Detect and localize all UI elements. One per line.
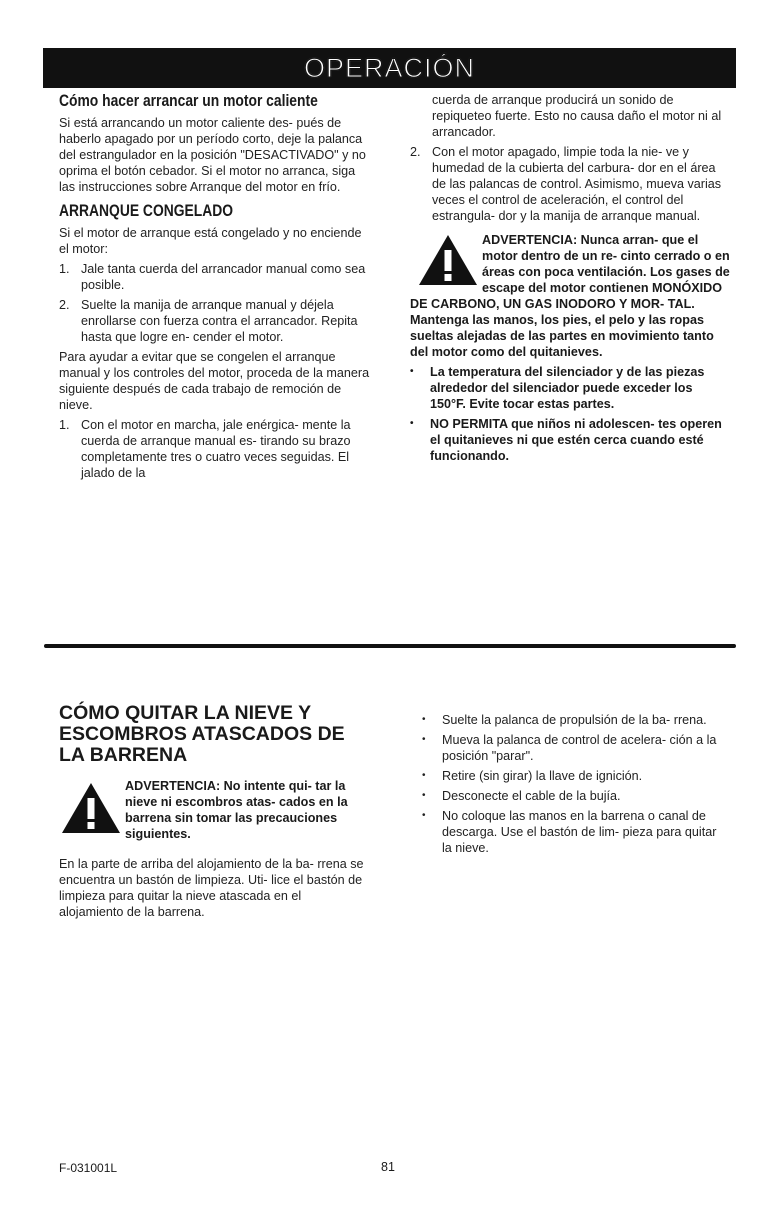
step-number (410, 92, 432, 140)
list-item (422, 768, 722, 784)
bullet-text: La temperatura del silenciador y de las piezas alrededor del silenciador puede exceder los 150°F. Evite tocar estas partes. (430, 365, 705, 411)
list-item (410, 416, 730, 464)
section-banner (43, 48, 736, 88)
warning-triangle-icon (418, 234, 478, 286)
step-number: 2. (59, 298, 70, 312)
left-column (59, 92, 371, 481)
list-item (410, 144, 730, 224)
frozen-intro: Si el motor de arranque está congelado y no enciende el motor: (59, 226, 362, 256)
warning-text: ADVERTENCIA: No intente qui- tar la nieve ni escombros atas- cados en la barrena sin tomar las precauciones siguientes. (125, 779, 348, 841)
title-line: LA BARRENA (59, 744, 188, 766)
bullet-glyph: • (422, 790, 426, 801)
title-line: ESCOMBROS ATASCADOS DE (59, 723, 345, 745)
bullet-glyph: • (422, 810, 426, 821)
bullet-text: Suelte la palanca de propulsión de la ba- rrena. (442, 713, 707, 727)
list-item (422, 788, 722, 804)
bullet-glyph: • (422, 770, 426, 781)
list-item (422, 732, 722, 764)
step-text: Jale tanta cuerda del arrancador manual como sea posible. (81, 262, 366, 292)
right-column (410, 92, 730, 464)
warning-triangle-icon (61, 782, 121, 834)
banner-title: OPERACIÓN (303, 52, 476, 83)
frozen-title: ARRANQUE CONGELADO (59, 202, 234, 220)
step-number: 1. (59, 418, 70, 432)
document-code: F-031001L (59, 1161, 118, 1175)
list-item (59, 261, 371, 293)
warning-block (410, 232, 730, 360)
step-number: 2. (410, 145, 421, 159)
bullet-glyph: • (410, 418, 414, 429)
precautions-list (422, 712, 722, 860)
section-divider (44, 644, 736, 648)
clear-auger-body: En la parte de arriba del alojamiento de la ba- rrena se encuentra un bastón de limpieza. Uti- lice el bastón de limpieza para quitar la nieve atascada en el alojamiento de la barrena. (59, 857, 364, 919)
bullet-glyph: • (422, 734, 426, 745)
step-text: Con el motor apagado, limpie toda la nie- ve y humedad de la cubierta del carbura- dor en el área de las palancas de control. Asimismo, mueva varias veces el control de aceleración, el control del estrangula- dor y la manija de arranque manual. (432, 145, 722, 223)
clear-auger-column (59, 703, 369, 920)
hot-start-body: Si está arrancando un motor caliente des- pués de haberlo apagado por un período corto, deje la palanca del estrangulador en la posición "DESACTIVADO" y no oprima el botón cebador. Si el motor no arranca, siga las instrucciones sobre Arranque del motor en frío. (59, 116, 366, 194)
warning-text: ADVERTENCIA: Nunca arran- que el motor dentro de un re- cinto cerrado o en áreas con poca ventilación. Los gases de escape del motor contienen MONÓXIDO DE CARBONO, UN GAS INODORO Y MOR- TAL. Mantenga las manos, los pies, el pelo y las ropas sueltas alejadas de las partes en movimiento tanto del motor como del quitanieves. (410, 233, 730, 359)
step-number: 1. (59, 262, 70, 276)
title-line: CÓMO QUITAR LA NIEVE Y (59, 702, 312, 724)
list-item (59, 417, 371, 481)
page-number: 81 (381, 1160, 395, 1174)
step-text: cuerda de arranque producirá un sonido de repiqueteo fuerte. Esto no causa daño el motor ni al arrancador. (432, 93, 722, 139)
bullet-text: Retire (sin girar) la llave de ignición. (442, 769, 643, 783)
hot-start-title: Cómo hacer arrancar un motor caliente (59, 92, 318, 110)
bullet-glyph: • (422, 714, 426, 725)
list-item (410, 92, 730, 140)
list-item (59, 297, 371, 345)
list-item (422, 808, 722, 856)
bullet-glyph: • (410, 366, 414, 377)
list-item (410, 364, 730, 412)
step-text: Suelte la manija de arranque manual y déjela enrollarse con fuerza contra el arrancador. Repita hasta que logre en- cender el motor. (81, 298, 358, 344)
list-item (422, 712, 722, 728)
warning-block (59, 778, 369, 842)
step-text: Con el motor en marcha, jale enérgica- mente la cuerda de arranque manual es- tirando su brazo completamente tres o cuatro veces seguidas. El jalado de la (81, 418, 351, 480)
bullet-text: Desconecte el cable de la bujía. (442, 789, 621, 803)
prevent-text: Para ayudar a evitar que se congelen el arranque manual y los controles del motor, proceda de la manera siguiente después de cada trabajo de remoción de nieve. (59, 350, 370, 412)
clear-auger-title (59, 703, 369, 766)
bullet-text: No coloque las manos en la barrena o canal de descarga. Use el bastón de lim- pieza para quitar la nieve. (442, 809, 717, 855)
bullet-text: Mueva la palanca de control de acelera- ción a la posición "parar". (442, 733, 717, 763)
bullet-text: NO PERMITA que niños ni adolescen- tes operen el quitanieves ni que estén cerca cuando esté funcionando. (430, 417, 722, 463)
